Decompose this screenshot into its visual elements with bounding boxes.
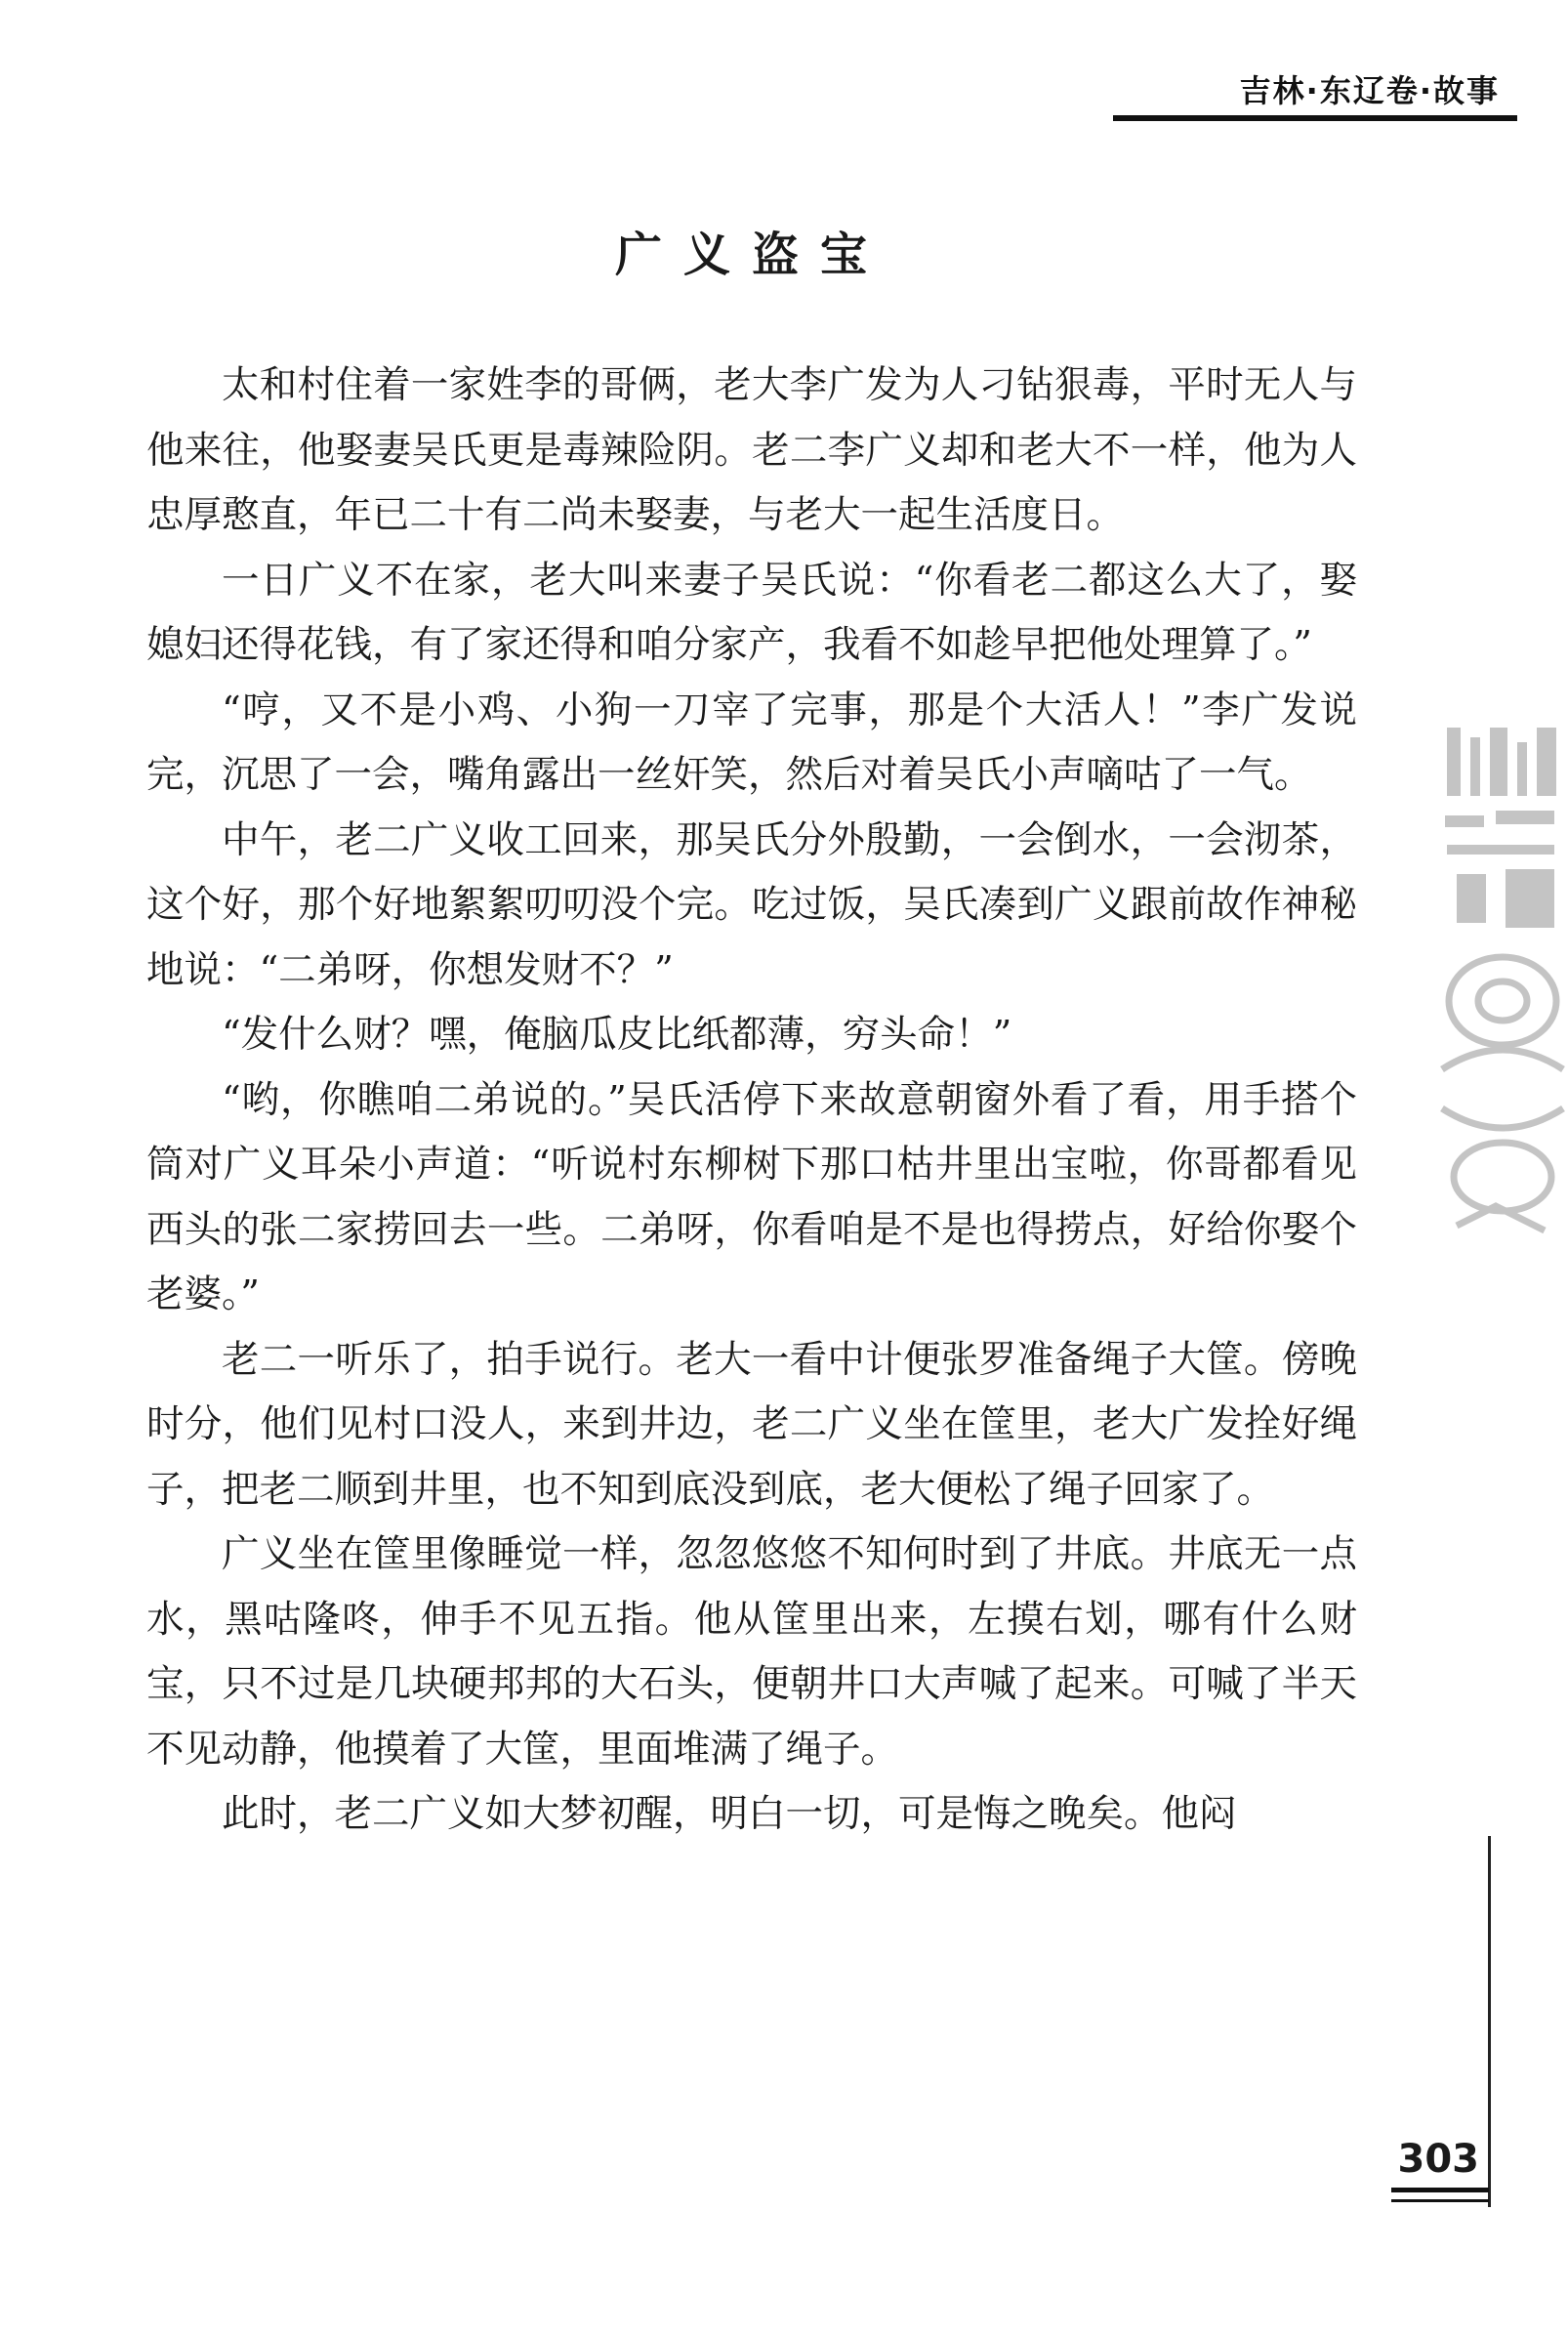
paragraph: 广义坐在筐里像睡觉一样，忽忽悠悠不知何时到了井底。井底无一点水，黑咕隆咚，伸手不见五指。他从筐里出来，左摸右划，哪有什么财宝，只不过是几块硬邦邦的大石头，便朝井口大声喊了起来。可喊了半天不见动静，他摸着了大筐，里面堆满了绳子。 bbox=[146, 1532, 1357, 1772]
page-number: 303 bbox=[1397, 2137, 1479, 2182]
margin-rule bbox=[1488, 1836, 1491, 2207]
header-rule bbox=[1113, 115, 1517, 121]
story-body bbox=[146, 354, 1357, 1848]
page-number-rule bbox=[1391, 2188, 1489, 2192]
story-title: 广义盗宝 bbox=[614, 228, 888, 282]
paragraph: “哼，又不是小鸡、小狗一刀宰了完事，那是个大活人！”李广发说完，沉思了一会，嘴角露出一丝奸笑，然后对着吴氏小声嘀咕了一气。 bbox=[146, 688, 1357, 797]
paragraph: 老二一听乐了，拍手说行。老大一看中计便张罗准备绳子大筐。傍晚时分，他们见村口没人，来到井边，老二广义坐在筐里，老大广发拴好绳子，把老二顺到井里，也不知到底没到底，老大便松了绳子回家了。 bbox=[146, 1337, 1357, 1512]
paragraph: “发什么财？嘿，俺脑瓜皮比纸都薄，穷头命！” bbox=[222, 1013, 1012, 1057]
page-number-rule bbox=[1391, 2199, 1489, 2202]
paragraph: 太和村住着一家姓李的哥俩，老大李广发为人刁钻狠毒，平时无人与他来往，他娶妻吴氏更是毒辣险阴。老二李广义却和老大不一样，他为人忠厚憨直，年已二十有二尚未娶妻，与老大一起生活度日。 bbox=[146, 363, 1357, 537]
running-header: 吉林·东辽卷·故事 bbox=[1239, 72, 1500, 109]
paragraph: 中午，老二广义收工回来，那吴氏分外殷勤，一会倒水，一会沏茶，这个好，那个好地絮絮叨叨没个完。吃过饭，吴氏凑到广义跟前故作神秘地说：“二弟呀，你想发财不？” bbox=[146, 817, 1357, 992]
paragraph: “哟，你瞧咱二弟说的。”吴氏活停下来故意朝窗外看了看，用手搭个筒对广义耳朵小声道：“听说村东柳树下那口枯井里出宝啦，你哥都看见西头的张二家捞回去一些。二弟呀，你看咱是不是也得捞点，好给你娶个老婆。” bbox=[146, 1077, 1357, 1316]
decorative-pattern-icon bbox=[1437, 718, 1568, 1245]
paragraph: 一日广义不在家，老大叫来妻子吴氏说：“你看老二都这么大了，娶媳妇还得花钱，有了家还得和咱分家产，我看不如趁早把他处理算了。” bbox=[146, 558, 1357, 667]
paragraph: 此时，老二广义如大梦初醒，明白一切，可是悔之晚矣。他闷 bbox=[222, 1792, 1237, 1836]
